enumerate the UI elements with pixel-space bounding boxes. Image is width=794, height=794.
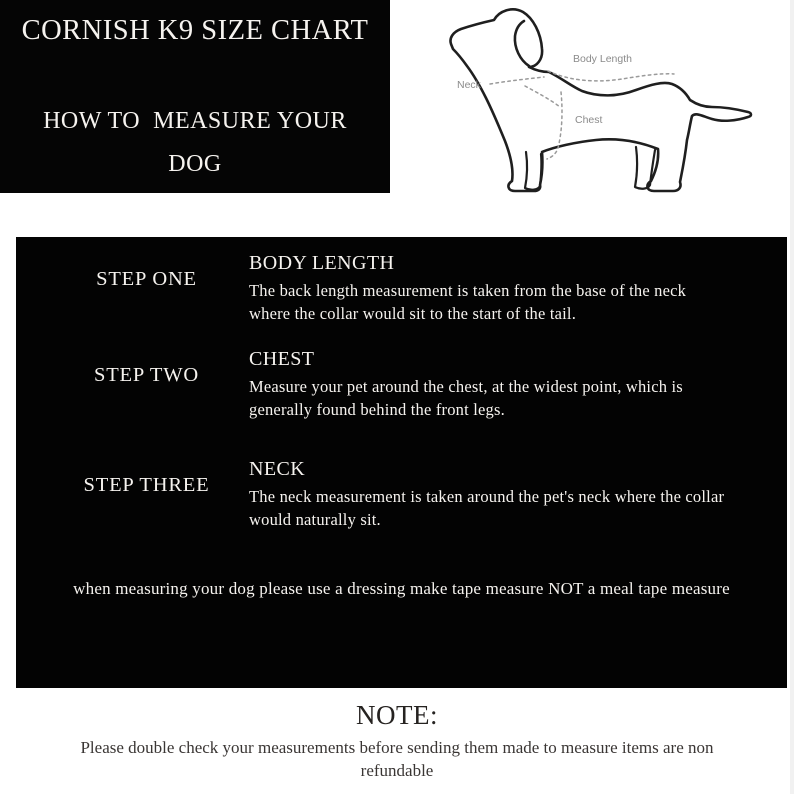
chest-label: Chest — [575, 114, 603, 126]
step-row-three — [16, 457, 787, 531]
header-panel — [0, 0, 390, 193]
step-one-content — [249, 251, 731, 325]
body-length-measure-line — [548, 71, 674, 81]
note-title: NOTE: — [356, 700, 438, 730]
footer-note — [0, 692, 794, 782]
chest-heading: CHEST — [249, 348, 315, 370]
body-length-description: The back length measurement is taken from the base of the neck where the collar would sit to the start of the tail. — [249, 281, 687, 323]
step-two-label: STEP TWO — [94, 364, 199, 386]
body-length-heading: BODY LENGTH — [249, 252, 395, 274]
dog-outline-icon — [450, 9, 751, 191]
page-title: CORNISH K9 SIZE CHART — [21, 15, 369, 46]
steps-panel — [16, 237, 787, 688]
note-text: Please double check your measurements before sending them made to measure items are non refundable — [80, 738, 714, 780]
step-row-two — [16, 347, 787, 421]
subtitle-line-2: DOG — [168, 151, 222, 177]
tape-measure-warning: when measuring your dog please use a dressing make tape measure NOT a meal tape measure — [73, 579, 730, 598]
step-two-cell — [16, 347, 249, 421]
step-row-one — [16, 251, 787, 325]
neck-description: The neck measurement is taken around the pet's neck where the collar would naturally sit. — [249, 487, 725, 529]
step-three-label: STEP THREE — [83, 474, 210, 496]
step-two-content — [249, 347, 731, 421]
subtitle-line-1: HOW TO MEASURE YOUR — [43, 108, 347, 134]
step-three-content — [249, 457, 731, 531]
page-subtitle — [0, 100, 390, 186]
body-length-label: Body Length — [573, 53, 632, 65]
step-one-label: STEP ONE — [96, 268, 197, 290]
neck-label: Neck — [457, 79, 481, 91]
step-one-cell — [16, 251, 249, 325]
neck-heading: NECK — [249, 458, 306, 480]
chest-description: Measure your pet around the chest, at the widest point, which is generally found behind the front legs. — [249, 377, 683, 419]
step-three-cell — [16, 457, 249, 531]
dog-measurement-diagram — [430, 0, 794, 230]
